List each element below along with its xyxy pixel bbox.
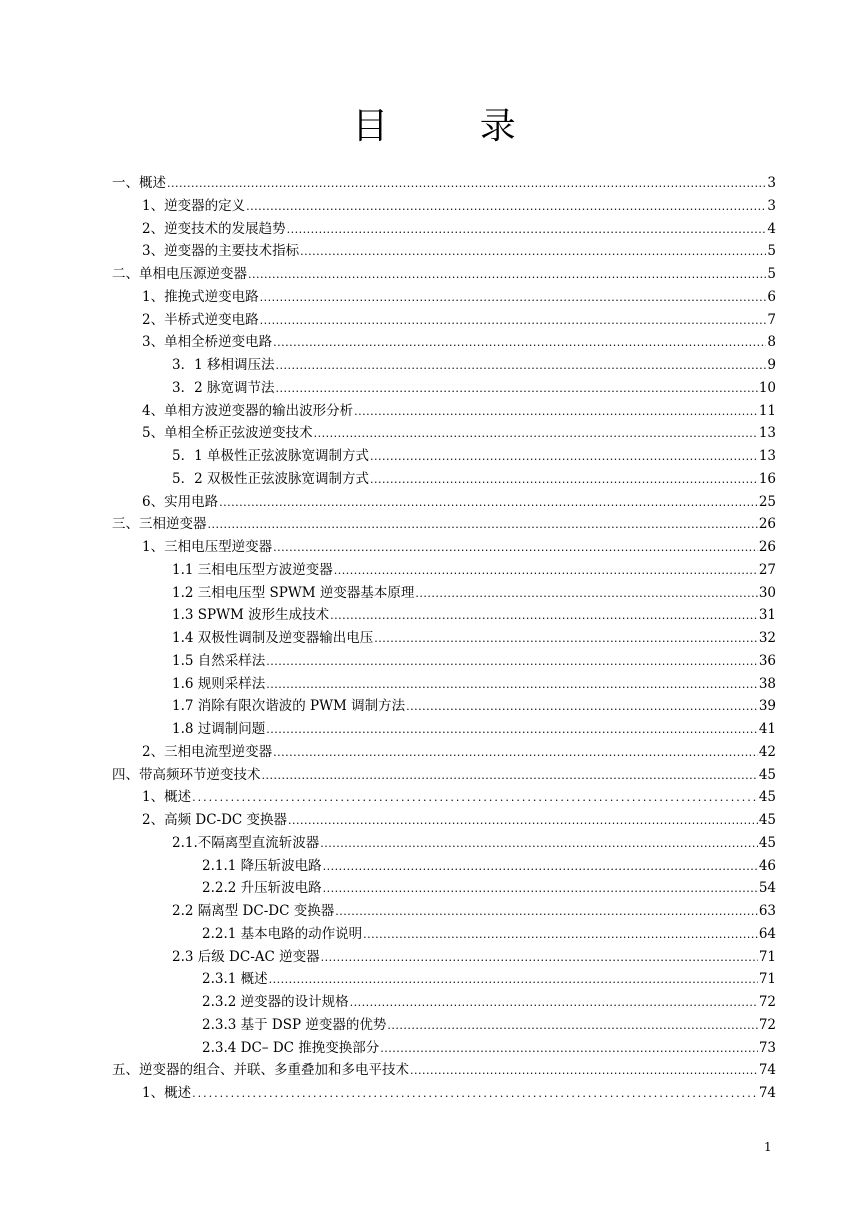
dot-leader [273, 332, 766, 355]
dot-leader [260, 287, 767, 310]
dot-leader [380, 1038, 758, 1061]
toc-entry-label: 1.8 过调制问题 [172, 721, 266, 737]
dot-leader [262, 765, 758, 788]
toc-entry[interactable] [112, 946, 776, 969]
toc-entry-label: 1.2 三相电压型 SPWM 逆变器基本原理 [172, 584, 415, 601]
toc-entry[interactable] [112, 309, 776, 332]
dot-leader [321, 947, 758, 970]
dot-leader [387, 1015, 757, 1038]
toc-entry-label: 6、实用电路 [142, 493, 219, 510]
toc-entry-label: 2、逆变技术的发展趋势 [142, 220, 286, 237]
toc-entry-label: 2.3.1 概述 [202, 971, 268, 988]
toc-entry-label: 一、概述 [112, 175, 166, 191]
toc-entry[interactable] [112, 718, 776, 741]
dot-leader [273, 742, 758, 765]
toc-entry[interactable] [112, 491, 776, 514]
toc-entry-page: 42 [758, 743, 776, 760]
toc-entry-label: 2.3.2 逆变器的设计规格 [202, 994, 349, 1010]
toc-entry-page: 74 [758, 1062, 776, 1079]
toc-entry-label: 3、逆变器的主要技术指标 [142, 243, 300, 260]
toc-entry-page: 45 [758, 834, 776, 851]
toc-entry-page: 5 [767, 243, 776, 260]
toc-entry[interactable] [112, 354, 776, 377]
toc-entry-label: 2.1.1 降压斩波电路 [202, 857, 322, 874]
toc-entry-label: 三、三相逆变器 [112, 516, 207, 533]
toc-entry-page: 16 [758, 470, 776, 487]
dot-leader [208, 514, 758, 537]
toc-entry[interactable] [112, 604, 776, 627]
toc-entry[interactable] [112, 240, 776, 263]
toc-entry-page: 25 [758, 493, 776, 510]
toc-entry-page: 4 [767, 220, 776, 237]
dot-leader [323, 856, 758, 879]
toc-entry-label: 1、推挽式逆变电路 [142, 288, 259, 305]
dot-leader [410, 1060, 758, 1083]
toc-entry[interactable] [112, 536, 776, 559]
dot-leader [269, 969, 758, 992]
dot-leader [330, 605, 758, 628]
page-number: 1 [764, 1140, 772, 1154]
dot-leader [335, 901, 758, 924]
toc-entry-label: 1.5 自然采样法 [172, 652, 266, 669]
toc-entry[interactable] [112, 1059, 776, 1082]
toc-entry-label: 1.3 SPWM 波形生成技术 [172, 607, 330, 624]
toc-entry-label: 1、概述 [142, 1085, 192, 1101]
toc-entry-label: 1、三相电压型逆变器 [142, 539, 273, 555]
toc-entry[interactable] [112, 422, 776, 445]
toc-entry[interactable] [112, 968, 776, 991]
page-title: 目 录 [352, 106, 556, 147]
toc-entry[interactable] [112, 877, 776, 900]
dot-leader [246, 196, 766, 219]
dot-leader [192, 787, 758, 810]
toc-entry[interactable] [112, 695, 776, 718]
toc-entry[interactable] [112, 673, 776, 696]
toc-entry-page: 7 [767, 311, 776, 328]
toc-entry[interactable] [112, 809, 776, 832]
toc-entry-label: 1.4 双极性调制及逆变器输出电压 [172, 630, 374, 646]
dot-leader [320, 833, 758, 856]
toc-entry[interactable] [112, 832, 776, 855]
dot-leader [167, 173, 766, 196]
toc-entry[interactable] [112, 900, 776, 923]
dot-leader [354, 401, 758, 424]
toc-entry[interactable] [112, 468, 776, 491]
dot-leader [350, 992, 758, 1015]
toc-entry-page: 26 [758, 539, 776, 555]
toc-entry-page: 3 [767, 175, 776, 191]
toc-entry-page: 26 [758, 516, 776, 533]
toc-entry-label: 5．2 双极性正弦波脉宽调制方式 [172, 470, 369, 487]
toc-entry-label: 2、高频 DC-DC 变换器 [142, 812, 288, 828]
toc-entry-page: 3 [767, 197, 776, 214]
dot-leader [374, 628, 758, 651]
toc-entry[interactable] [112, 400, 776, 423]
dot-leader [314, 423, 758, 446]
toc-entry[interactable] [112, 741, 776, 764]
dot-leader [275, 378, 757, 401]
toc-entry-page: 73 [758, 1039, 776, 1056]
dot-leader [287, 219, 767, 242]
toc-entry-page: 10 [758, 379, 776, 396]
toc-entry[interactable] [112, 331, 776, 354]
toc-entry-page: 13 [758, 448, 776, 464]
toc-entry-page: 32 [758, 630, 776, 646]
dot-leader [266, 719, 758, 742]
toc-entry-label: 3、单相全桥逆变电路 [142, 334, 273, 351]
dot-leader [415, 583, 757, 606]
toc-entry-label: 2.3 后级 DC-AC 逆变器 [172, 948, 320, 965]
toc-entry[interactable] [112, 218, 776, 241]
toc-entry[interactable] [112, 559, 776, 582]
toc-entry-page: 13 [758, 425, 776, 442]
toc-entry[interactable] [112, 513, 776, 536]
toc-entry[interactable] [112, 195, 776, 218]
dot-leader [363, 924, 758, 947]
toc-entry-label: 5、单相全桥正弦波逆变技术 [142, 425, 313, 442]
toc-entry-page: 8 [767, 334, 776, 351]
dot-leader [406, 696, 758, 719]
toc-entry[interactable] [112, 1014, 776, 1037]
toc-entry-page: 5 [767, 266, 776, 282]
table-of-contents [112, 172, 776, 1105]
dot-leader [370, 469, 758, 492]
dot-leader [248, 264, 766, 287]
toc-entry[interactable] [112, 286, 776, 309]
dot-leader [275, 355, 766, 378]
toc-entry-label: 1.6 规则采样法 [172, 675, 266, 692]
toc-entry-page: 39 [758, 698, 776, 715]
dot-leader [370, 446, 758, 469]
toc-entry-page: 64 [758, 925, 776, 942]
toc-entry-label: 4、单相方波逆变器的输出波形分析 [142, 402, 354, 419]
toc-entry-page: 27 [758, 561, 776, 578]
toc-entry-label: 3．1 移相调压法 [172, 357, 275, 373]
dot-leader [260, 310, 767, 333]
toc-entry-page: 38 [758, 675, 776, 692]
toc-entry[interactable] [112, 1082, 776, 1105]
dot-leader [266, 674, 758, 697]
toc-entry[interactable] [112, 445, 776, 468]
dot-leader [192, 1083, 758, 1106]
toc-entry-page: 31 [758, 607, 776, 624]
toc-entry-page: 71 [758, 948, 776, 965]
toc-entry-label: 2、三相电流型逆变器 [142, 743, 273, 760]
toc-entry-page: 6 [767, 288, 776, 305]
toc-entry[interactable] [112, 263, 776, 286]
dot-leader [300, 241, 766, 264]
toc-entry-page: 72 [758, 994, 776, 1010]
toc-entry-label: 2.3.3 基于 DSP 逆变器的优势 [202, 1016, 387, 1033]
dot-leader [266, 651, 758, 674]
toc-entry-page: 45 [758, 789, 776, 806]
toc-entry-label: 5．1 单极性正弦波脉宽调制方式 [172, 448, 369, 464]
toc-entry-label: 2.2 隔离型 DC-DC 变换器 [172, 903, 335, 919]
toc-entry-page: 63 [758, 903, 776, 919]
toc-entry-page: 72 [758, 1016, 776, 1033]
toc-entry-page: 30 [758, 584, 776, 601]
toc-entry-label: 1、逆变器的定义 [142, 197, 246, 214]
toc-entry[interactable] [112, 377, 776, 400]
toc-entry[interactable] [112, 1037, 776, 1060]
toc-entry-label: 二、单相电压源逆变器 [112, 266, 247, 282]
toc-entry-page: 36 [758, 652, 776, 669]
toc-entry-page: 9 [767, 357, 776, 373]
dot-leader [288, 810, 758, 833]
toc-entry-label: 2.1.不隔离型直流斩波器 [172, 834, 320, 851]
toc-entry[interactable] [112, 172, 776, 195]
toc-entry-page: 71 [758, 971, 776, 988]
toc-entry-label: 1.7 消除有限次谐波的 PWM 调制方法 [172, 698, 406, 715]
toc-entry-page: 41 [758, 721, 776, 737]
dot-leader [273, 537, 758, 560]
toc-entry-label: 四、带高频环节逆变技术 [112, 766, 261, 783]
toc-entry-label: 3．2 脉宽调节法 [172, 379, 275, 396]
toc-entry-page: 45 [758, 812, 776, 828]
toc-entry[interactable] [112, 923, 776, 946]
toc-entry-page: 11 [758, 402, 776, 419]
toc-entry-page: 45 [758, 766, 776, 783]
toc-entry[interactable] [112, 786, 776, 809]
toc-entry-page: 74 [758, 1085, 776, 1101]
toc-entry[interactable] [112, 627, 776, 650]
dot-leader [219, 492, 758, 515]
dot-leader [334, 560, 758, 583]
toc-entry[interactable] [112, 991, 776, 1014]
toc-entry-label: 2.2.2 升压斩波电路 [202, 880, 322, 897]
toc-entry-label: 2.2.1 基本电路的动作说明 [202, 925, 363, 942]
toc-entry-label: 2、半桥式逆变电路 [142, 311, 259, 328]
toc-entry-label: 1.1 三相电压型方波逆变器 [172, 561, 333, 578]
toc-entry[interactable] [112, 650, 776, 673]
toc-entry-page: 46 [758, 857, 776, 874]
toc-entry-label: 2.3.4 DC– DC 推挽变换部分 [202, 1039, 380, 1056]
toc-entry-label: 1、概述 [142, 789, 192, 806]
toc-entry-label: 五、逆变器的组合、并联、多重叠加和多电平技术 [112, 1062, 409, 1079]
toc-entry[interactable] [112, 855, 776, 878]
toc-entry-page: 54 [758, 880, 776, 897]
dot-leader [323, 878, 758, 901]
toc-entry[interactable] [112, 764, 776, 787]
toc-entry[interactable] [112, 582, 776, 605]
